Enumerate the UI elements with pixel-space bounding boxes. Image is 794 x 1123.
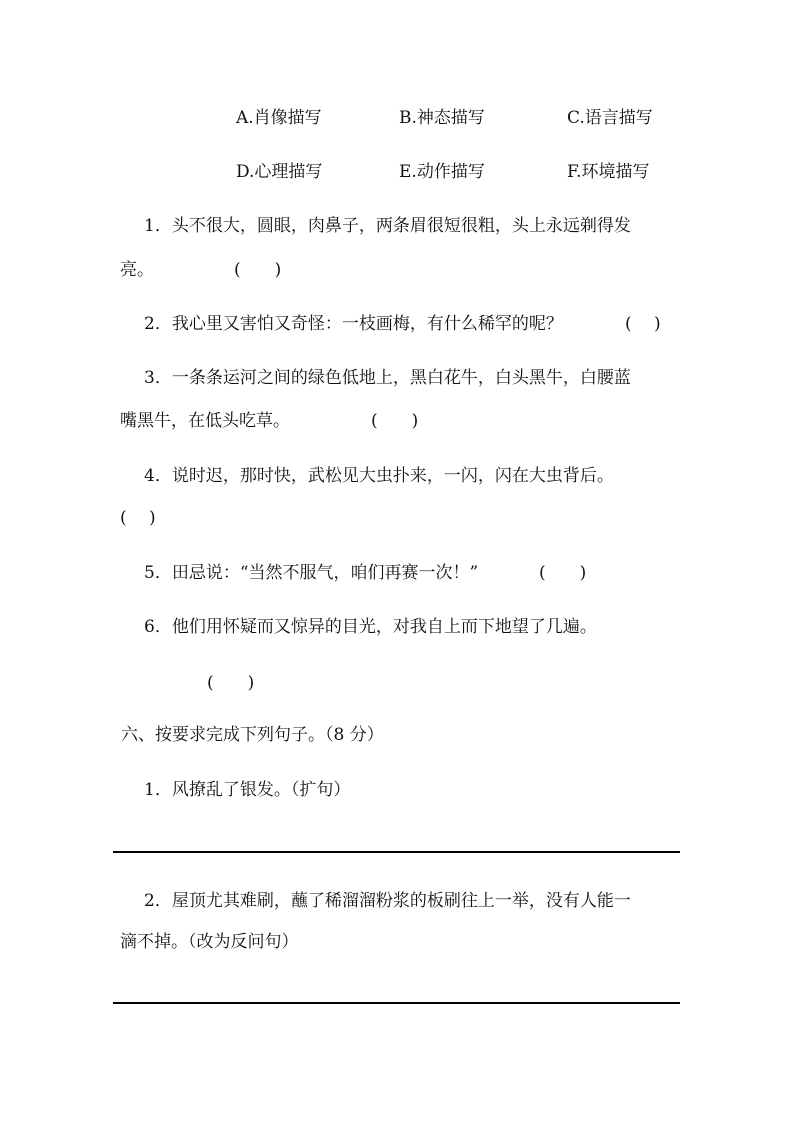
sentence-1-line1: 1．风撩乱了银发。（扩句）	[144, 780, 351, 800]
option-a: A.肖像描写	[236, 108, 322, 128]
option-c: C.语言描写	[567, 108, 653, 128]
option-b: B.神态描写	[399, 108, 485, 128]
question-5-answer-blank[interactable]: ( )	[539, 563, 587, 583]
question-6-line1: 6．他们用怀疑而又惊异的目光，对我自上而下地望了几遍。	[144, 617, 597, 637]
question-6-answer-blank[interactable]: ( )	[207, 673, 255, 693]
option-f: F.环境描写	[567, 162, 650, 182]
question-2-answer-blank[interactable]: ( )	[625, 314, 661, 334]
question-5-line1: 5．田忌说：“当然不服气，咱们再赛一次！”	[144, 563, 479, 583]
question-1-line1: 1．头不很大，圆眼，肉鼻子，两条眉很短很粗，头上永远剃得发	[144, 216, 631, 236]
question-4-line1: 4．说时迟，那时快，武松见大虫扑来，一闪，闪在大虫背后。	[144, 466, 614, 486]
question-1-line2: 亮。	[120, 260, 154, 280]
sentence-2-line2: 滴不掉。（改为反问句）	[120, 932, 299, 952]
section-6-title: 六、按要求完成下列句子。（8 分）	[121, 725, 384, 745]
question-2-line1: 2．我心里又害怕又奇怪：一枝画梅，有什么稀罕的呢？	[144, 314, 563, 334]
question-1-answer-blank[interactable]: ( )	[234, 260, 282, 280]
sentence-2-line1: 2．屋顶尤其难刷，蘸了稀溜溜粉浆的板刷往上一举，没有人能一	[144, 891, 631, 911]
question-3-line1: 3．一条条运河之间的绿色低地上，黑白花牛，白头黑牛，白腰蓝	[144, 368, 631, 388]
question-3-line2: 嘴黑牛，在低头吃草。	[120, 411, 290, 431]
sentence-2-answer-line[interactable]	[113, 1002, 680, 1004]
question-4-answer-blank[interactable]: ( )	[120, 508, 156, 528]
option-e: E.动作描写	[399, 162, 485, 182]
question-3-answer-blank[interactable]: ( )	[371, 411, 419, 431]
option-d: D.心理描写	[236, 162, 323, 182]
sentence-1-answer-line[interactable]	[113, 851, 680, 853]
